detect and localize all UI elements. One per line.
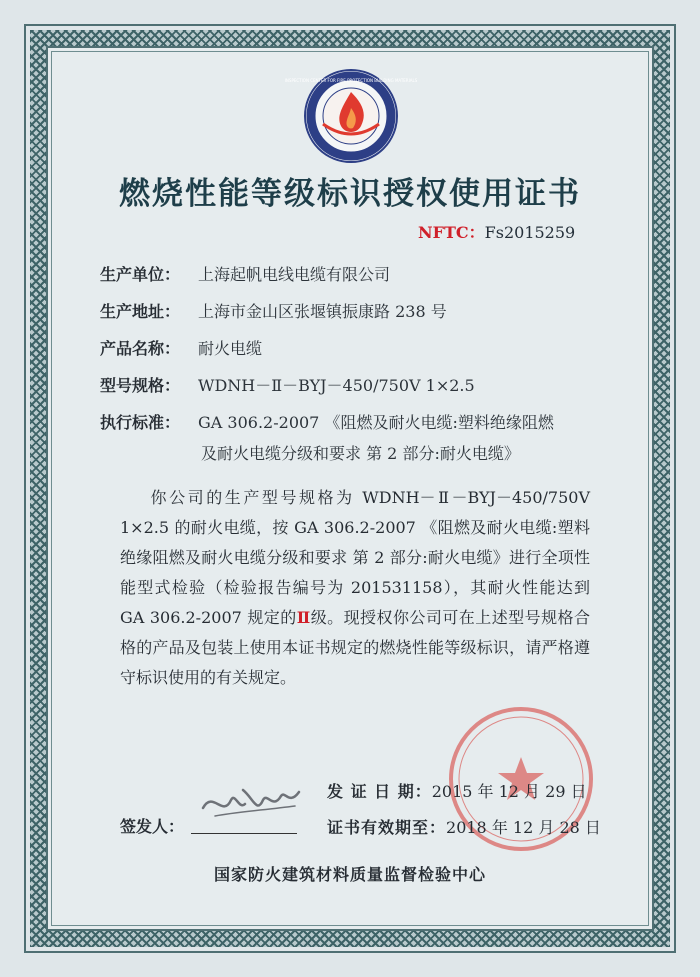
field-standard-continued: 及耐火电缆分级和要求 第 2 部分:耐火电缆》 (201, 444, 520, 463)
certificate-title: 燃烧性能等级标识授权使用证书 (119, 176, 581, 212)
body-paragraph: 你公司的生产型号规格为 WDNH－Ⅱ－BYJ－450/750V 1×2.5 的耐火电缆，按 GA 306.2-2007 《阻燃及耐火电缆:塑料绝缘阻燃及耐火电缆分级和要求 第 2 部分:耐火电缆》进行全项性能型式检验（检验报告编号为 201531158），其耐火性能达到 GA 306.2-2007 规定的Ⅱ级。现授权你公司可在上述型号规格合格的产品及包装上使用本证书规定的燃烧性能等级标识，请严格遵守标识使用的有关规定。 (120, 488, 590, 687)
grade-mark: Ⅱ (296, 608, 311, 627)
field-address: 生产地址： 上海市金山区张堰镇振康路 238 号 (100, 302, 447, 321)
field-product-name: 产品名称： 耐火电缆 (100, 339, 263, 358)
signer-label: 签发人： (120, 817, 185, 836)
field-manufacturer: 生产单位： 上海起帆电线电缆有限公司 (100, 265, 391, 284)
field-standard: 执行标准： GA 306.2-2007 《阻燃及耐火电缆:塑料绝缘阻燃 (100, 413, 554, 432)
issue-date: 2015 年 12 月 29 日 (431, 782, 587, 801)
center-logo-icon (284, 68, 418, 164)
field-model-spec: 型号规格： WDNH－Ⅱ－BYJ－450/750V 1×2.5 (100, 376, 475, 395)
cert-no-value: Fs2015259 (484, 223, 576, 242)
valid-date: 2018 年 12 月 28 日 (446, 818, 601, 837)
certificate-number (418, 220, 575, 243)
issuer-name: 国家防火建筑材料质量监督检验中心 (213, 865, 486, 884)
svg-text:INSPECTION CENTER FOR FIRE PRO: INSPECTION CENTER FOR FIRE PROTECTION BUILDING MATERIALS (284, 78, 418, 83)
signature-icon (195, 770, 310, 830)
issue-date-row: 发 证 日 期：2015 年 12 月 29 日 (327, 782, 587, 801)
signer-line (191, 833, 297, 834)
valid-until-row: 证书有效期至：2018 年 12 月 28 日 (327, 818, 601, 837)
cert-no-prefix: NFTC： (418, 223, 485, 242)
